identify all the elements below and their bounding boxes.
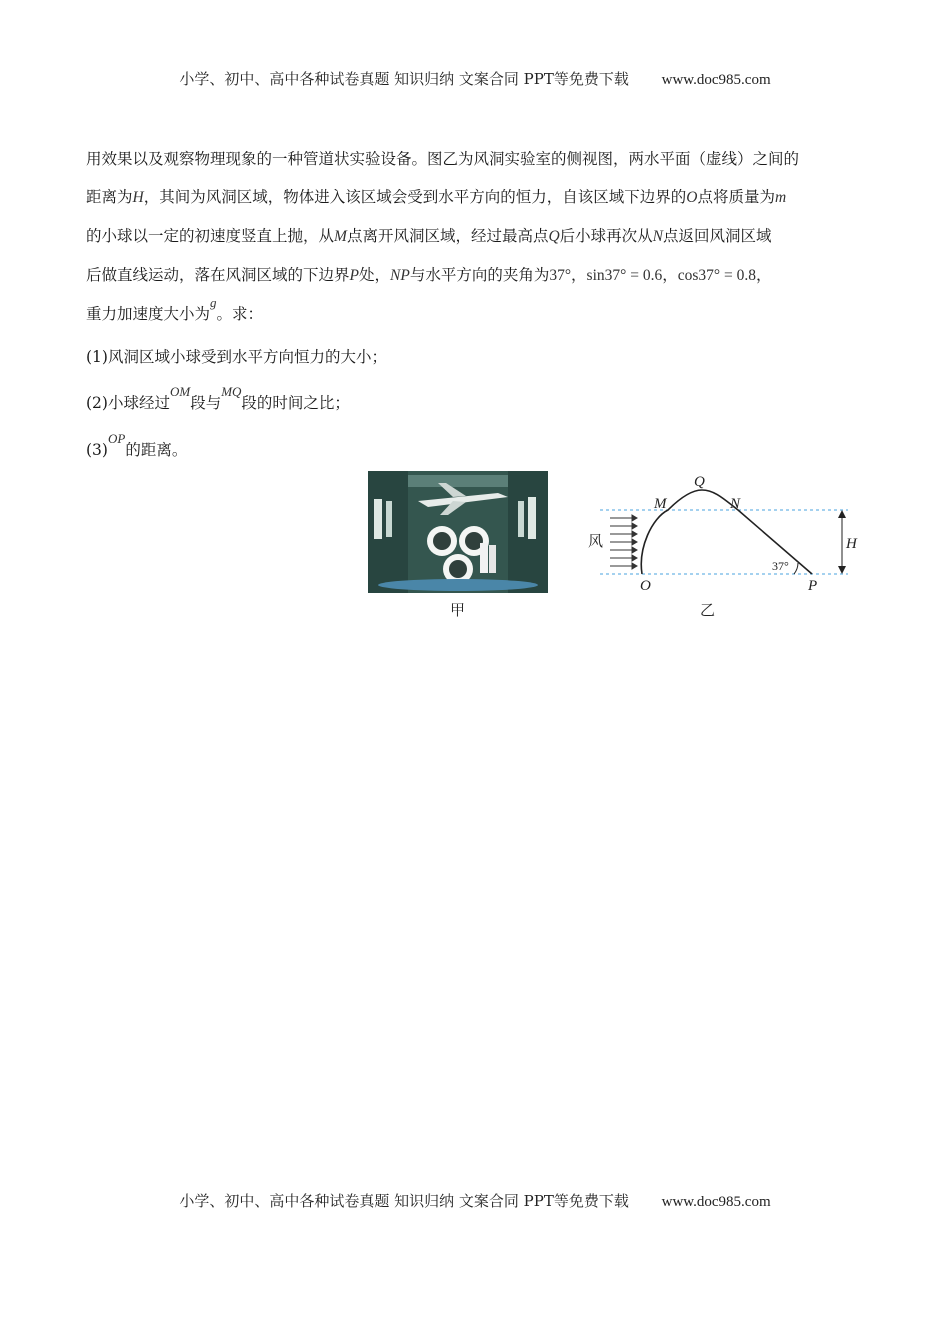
text-p3c: 后小球再次从 (559, 227, 653, 245)
caption-right: 乙 (700, 601, 716, 619)
formula-sin: sin37° = 0.6 (586, 267, 663, 284)
text-q1: (1)风洞区域小球受到水平方向恒力的大小； (86, 348, 387, 366)
angle-arc (794, 563, 798, 574)
problem-text (86, 140, 866, 474)
text-p3a: 的小球以一定的初速度竖直上抛，从 (86, 227, 335, 245)
wind-arrows (610, 515, 637, 569)
value-angle: 37° (549, 267, 572, 284)
formula-cos: cos37° = 0.8 (677, 267, 756, 284)
text-p3b: 点离开风洞区域，经过最高点 (346, 227, 549, 245)
sep-2: ， (662, 266, 678, 284)
var-O: O (686, 189, 698, 206)
wind-tunnel-photo-art (368, 471, 548, 593)
label-angle: 37° (772, 559, 789, 573)
var-N: N (652, 228, 664, 245)
text-q2c: 段的时间之比； (241, 394, 350, 412)
text-p2c: 点将质量为 (697, 188, 775, 206)
text-q2b: 段与 (190, 394, 222, 412)
text-p5b: 。求： (216, 305, 264, 323)
label-N: N (730, 496, 741, 512)
paragraph-line-3 (86, 217, 866, 256)
question-1 (86, 334, 866, 380)
paragraph-line-4 (86, 256, 866, 295)
var-g: g (210, 295, 217, 310)
var-H: H (132, 189, 144, 206)
text-p4a: 后做直线运动，落在风洞区域的下边界 (86, 266, 350, 284)
header-text: 小学、初中、高中各种试卷真题 知识归纳 文案合同 PPT等免费下载 (179, 70, 629, 88)
label-H: H (846, 536, 857, 552)
header-site[interactable]: www.doc985.com (661, 72, 771, 88)
trajectory-diagram (580, 468, 870, 618)
caption-left: 甲 (450, 601, 466, 619)
var-M: M (334, 228, 347, 245)
text-q3a: (3) (86, 441, 108, 459)
var-Q: Q (548, 228, 560, 245)
paragraph-line-2 (86, 178, 866, 217)
var-MQ: MQ (221, 384, 242, 399)
var-OP: OP (107, 431, 126, 446)
page-header (0, 68, 950, 89)
wind-label: 风 (588, 532, 604, 550)
label-O: O (640, 578, 651, 594)
text-p3d: 点返回风洞区域 (663, 227, 772, 245)
label-P: P (808, 578, 818, 594)
text-q3b: 的距离。 (125, 441, 188, 459)
text-q2a: (2)小球经过 (86, 394, 170, 412)
footer-text: 小学、初中、高中各种试卷真题 知识归纳 文案合同 PPT等免费下载 (179, 1192, 629, 1210)
paragraph-line-5 (86, 295, 866, 334)
height-arrow-top (838, 510, 846, 518)
var-NP: NP (390, 267, 410, 284)
text-p4c: 与水平方向的夹角为 (409, 266, 550, 284)
text-p5a: 重力加速度大小为 (86, 305, 211, 323)
var-P: P (349, 267, 359, 284)
height-arrow-bottom (838, 566, 846, 574)
text-p1: 用效果以及观察物理现象的一种管道状实验设备。图乙为风洞实验室的侧视图，两水平面（虚线）之间的 (86, 150, 800, 168)
text-p4b: 处， (358, 266, 390, 284)
sep-3: ， (755, 266, 772, 284)
sep-1: ， (571, 266, 587, 284)
footer-site[interactable]: www.doc985.com (661, 1194, 771, 1210)
wind-tunnel-photo (368, 471, 548, 593)
label-Q: Q (694, 474, 705, 490)
question-3 (86, 427, 866, 474)
var-OM: OM (169, 384, 191, 399)
question-2 (86, 380, 866, 427)
paragraph-line-1 (86, 140, 866, 178)
page-footer (0, 1190, 950, 1211)
text-p2a: 距离为 (86, 188, 133, 206)
var-m: m (774, 189, 787, 206)
label-M: M (654, 496, 667, 512)
text-p2b: ，其间为风洞区域，物体进入该区域会受到水平方向的恒力，自该区域下边界的 (143, 188, 687, 206)
